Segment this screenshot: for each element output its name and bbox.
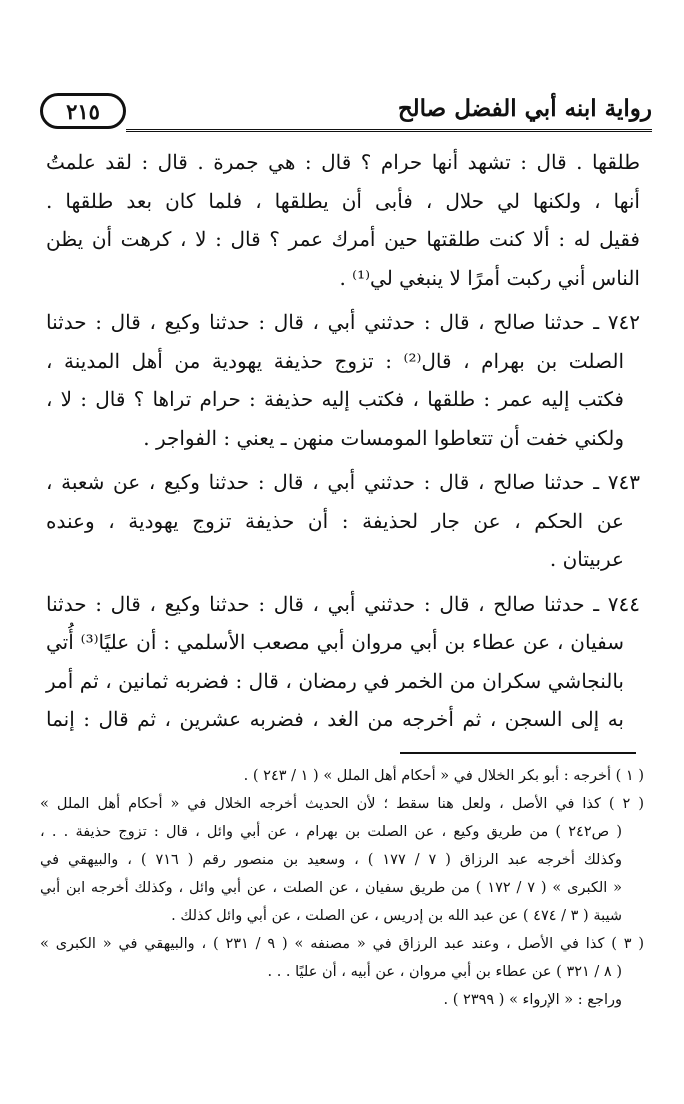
header-rule [126,129,652,137]
footnote-line: « الكبرى » ( ٧ / ١٧٢ ) من طريق سفيان ، عن الصلت ، عن أبي وائل ، وكذلك أخرجه ابن أبي [40,880,623,896]
hadith-744-line: ٧٤٤ ـ حدثنا صالح ، قال : حدثني أبي ، قال : حدثنا وكيع ، قال : حدثنا [46,591,640,616]
text-line: فقيل له : ألا كنت طلقتها حين أمرك عمر ؟ قال : لا ، كرهت أن يظن [46,227,640,251]
text-line: الناس أني ركبت أمرًا لا ينبغي لي⁽¹⁾ . [339,265,640,290]
text-line: فكتب إليه عمر : طلقها ، فكتب إليه حذيفة : حرام تراها ؟ قال : لا ، [46,387,624,411]
footnote-line: ( ٣ ) كذا في الأصل ، وعند عبد الرزاق في « مصنفه » ( ٩ / ٢٣١ ) ، والبيهقي في « الكبرى » [40,936,644,952]
text-line: طلقها . قال : تشهد أنها حرام ؟ قال : هي جمرة . قال : لقد علمتُ [46,150,640,174]
footnote-line: شيبة ( ٣ / ٤٧٤ ) عن عبد الله بن إدريس ، عن الصلت ، عن أبي وائل كذلك . [171,908,622,924]
text-line: سفيان ، عن عطاء بن أبي مروان أبي مصعب الأسلمي : أن عليًا⁽³⁾ أُتي [46,630,624,654]
footnote-line: ( ص٢٤٢ ) من طريق وكيع ، عن الصلت بن بهرام ، عن أبي وائل ، قال : تزوج حذيفة . . ، [40,824,622,840]
main-text [46,143,640,739]
text-line: به إلى السجن ، ثم أخرجه من الغد ، فضربه عشرين ، ثم قال : إنما [46,707,624,731]
hadith-742-line: ٧٤٢ ـ حدثنا صالح ، قال : حدثني أبي ، قال : حدثنا وكيع ، قال : حدثنا [46,310,640,334]
footnote-line: ( ٢ ) كذا في الأصل ، ولعل هنا سقط ؛ لأن الحديث أخرجه الخلال في « أحكام أهل الملل » [40,796,644,812]
footnote-line: وراجع : « الإرواء » ( ٢٣٩٩ ) . [443,992,622,1008]
page-header [34,93,652,137]
page-number-badge: ٢١٥ [40,93,126,129]
footnote-line: ( ١ ) أخرجه : أبو بكر الخلال في « أحكام أهل الملل » ( ١ / ٢٤٣ ) . [243,768,644,784]
text-line: الصلت بن بهرام ، قال⁽²⁾ : تزوج حذيفة يهودية من أهل المدينة ، [46,348,625,373]
text-line: بالنجاشي سكران من الخمر في رمضان ، قال : فضربه ثمانين ، ثم أمر [46,668,624,693]
text-line: عن الحكم ، عن جار لحذيفة : أن حذيفة تزوج يهودية ، وعنده [46,508,624,533]
text-line: أنها ، ولكنها لي حلال ، فأبى أن يطلقها ، فلما كان بعد طلقها . [46,188,640,213]
hadith-743-line: ٧٤٣ ـ حدثنا صالح ، قال : حدثني أبي ، قال : حدثنا وكيع ، عن شعبة ، [46,470,640,494]
footnote-separator [400,752,636,754]
footnotes [40,762,644,1014]
text-line: عربيتان . [549,547,624,571]
footnote-line: ( ٨ / ٣٢١ ) عن عطاء بن أبي مروان ، عن أبيه ، أن عليًا . . . [267,964,622,980]
footnote-line: وكذلك أخرجه عبد الرزاق ( ٧ / ١٧٧ ) ، وسعيد بن منصور رقم ( ٧١٦ ) ، والبيهقي في [40,852,622,868]
text-line: ولكني خفت أن تتعاطوا المومسات منهن ـ يعني : الفواجر . [143,425,624,450]
running-title: رواية ابنه أبي الفضل صالح [397,95,652,122]
